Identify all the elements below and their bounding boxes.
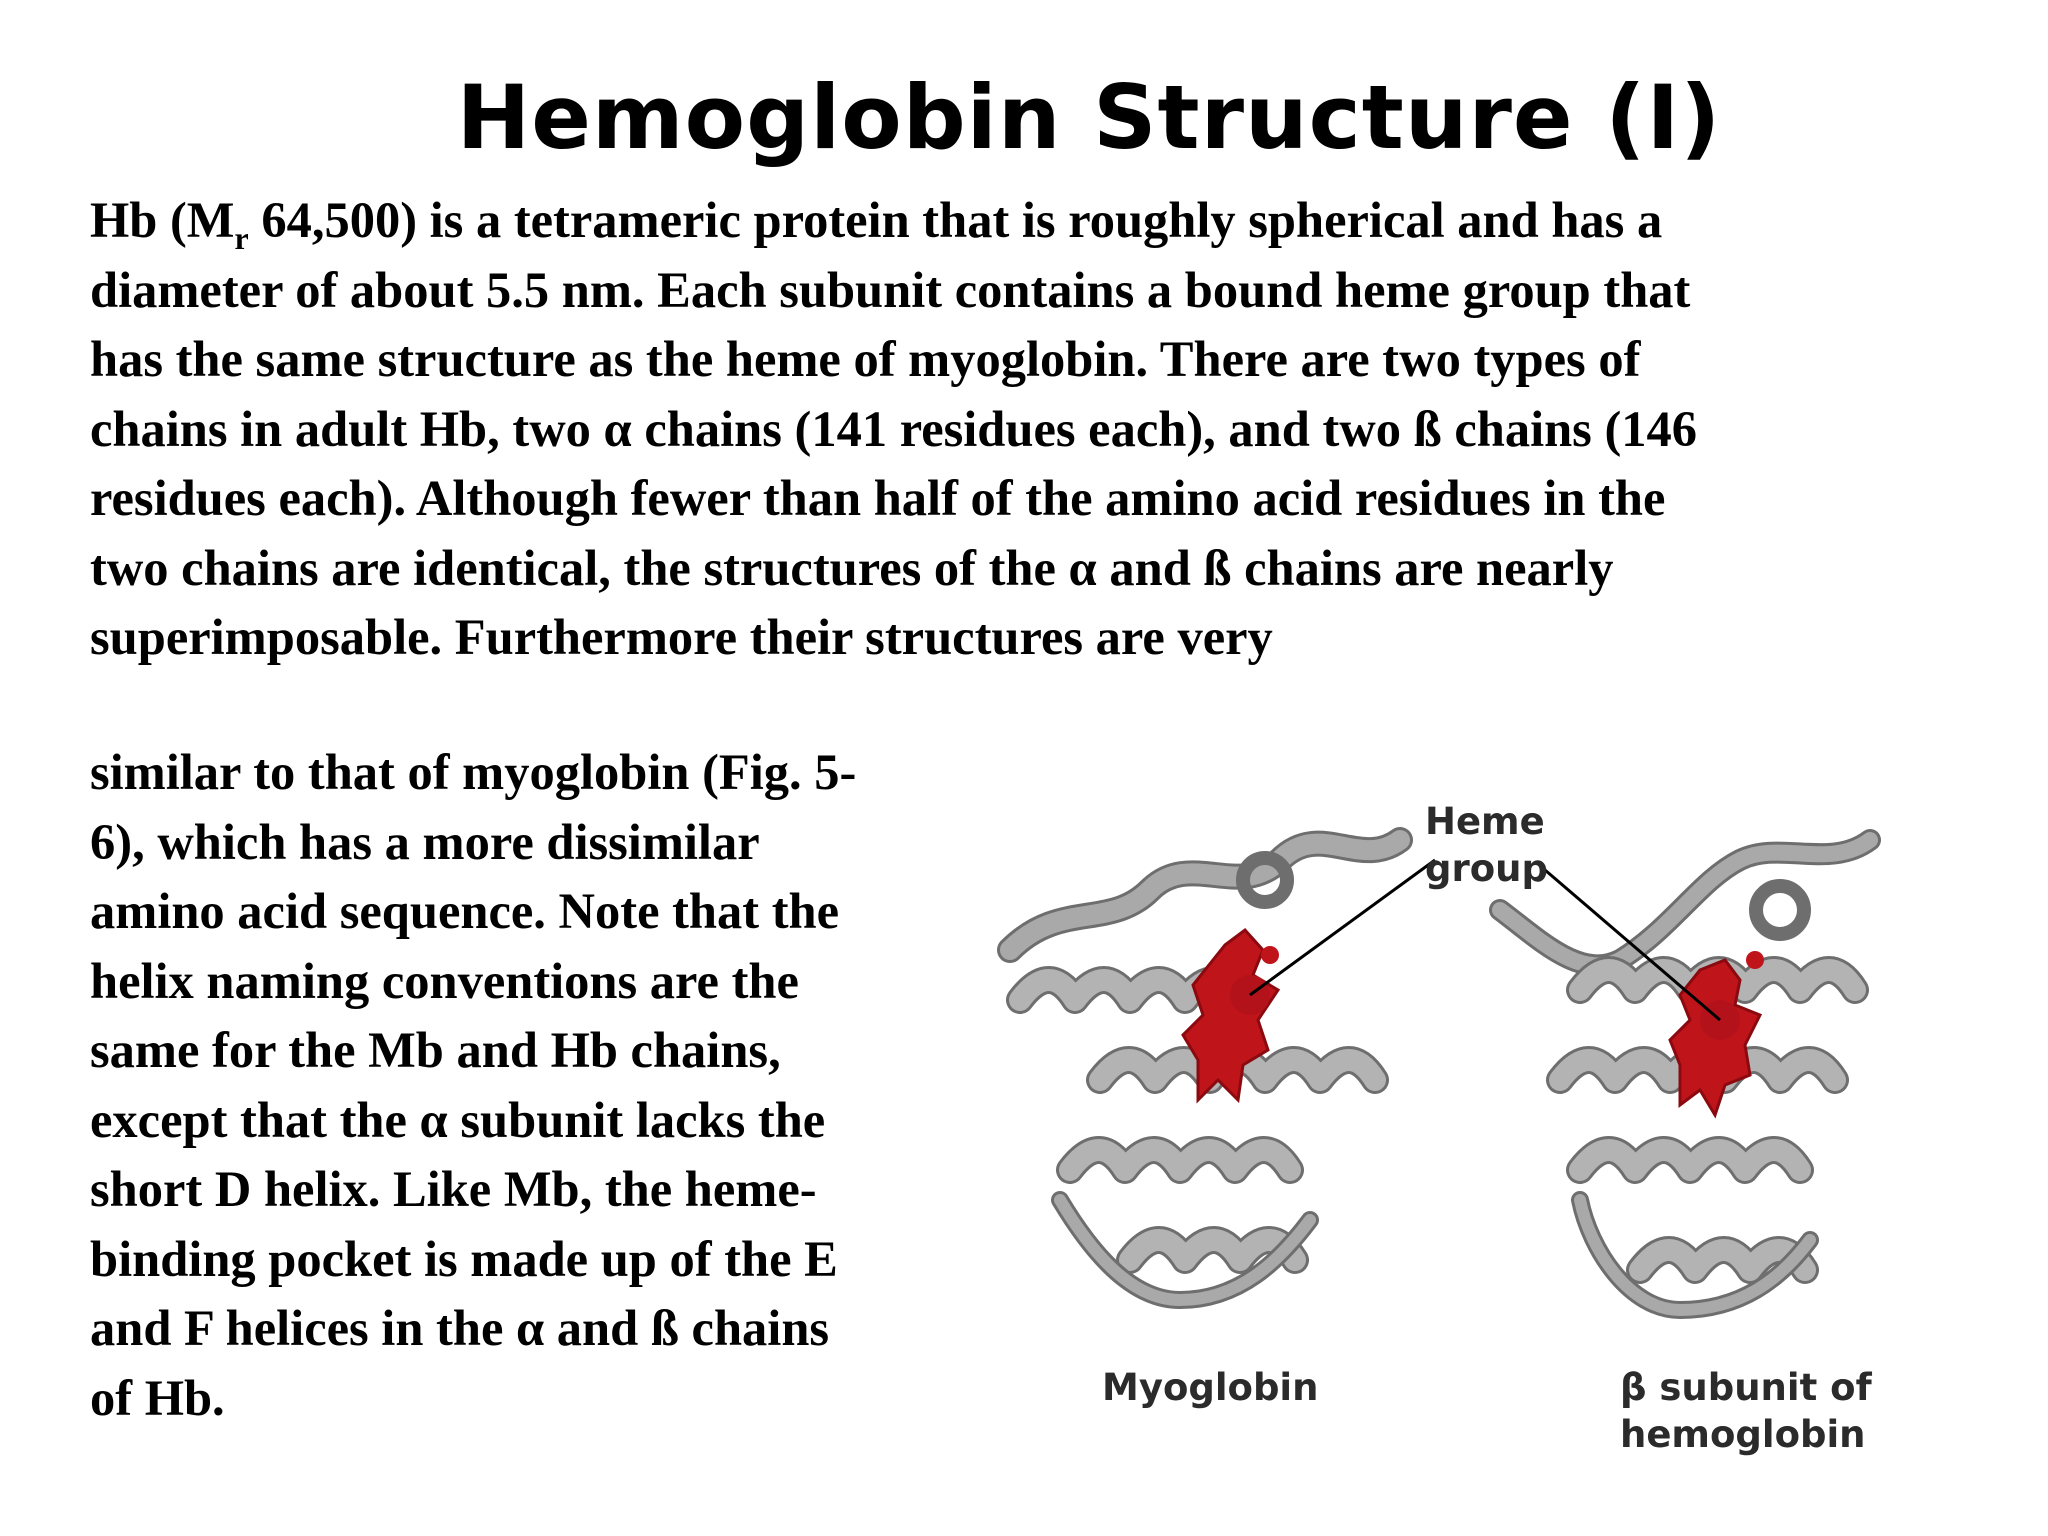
beta-subunit-label bbox=[1620, 1364, 1872, 1458]
paragraph-line: residues each). Although fewer than half of the amino acid residues in the bbox=[90, 470, 1666, 526]
paragraph-line: and F helices in the α and ß chains bbox=[90, 1300, 830, 1356]
label-line: hemoglobin bbox=[1620, 1413, 1866, 1456]
paragraph-line: helix naming conventions are the bbox=[90, 952, 799, 1009]
paragraph-line: 6), which has a more dissimilar bbox=[90, 813, 760, 870]
subscript-r: r bbox=[234, 220, 249, 256]
myoglobin-label: Myoglobin bbox=[1102, 1366, 1319, 1409]
ribbon-coil bbox=[1500, 840, 1870, 965]
ribbon-coil bbox=[1010, 840, 1400, 950]
side-paragraph bbox=[90, 738, 990, 1433]
paragraph-line: binding pocket is made up of the E bbox=[90, 1230, 838, 1287]
ribbon-helix bbox=[1580, 1150, 1800, 1170]
paragraph-line: two chains are identical, the structures of the α and ß chains are nearly bbox=[90, 539, 1614, 596]
paragraph-line: of Hb. bbox=[90, 1369, 225, 1426]
paragraph-line: has the same structure as the heme of myoglobin. There are two types of bbox=[90, 331, 1641, 387]
label-line: group bbox=[1425, 847, 1548, 890]
text-fragment: 64,500) is a tetrameric protein that is roughly spherical and has a bbox=[248, 192, 1663, 248]
ribbon-helix bbox=[1070, 1150, 1290, 1170]
paragraph-line: similar to that of myoglobin (Fig. 5- bbox=[90, 744, 857, 800]
paragraph-line: except that the α subunit lacks the bbox=[90, 1091, 826, 1148]
label-line: β subunit of bbox=[1620, 1366, 1872, 1409]
paragraph-line bbox=[90, 186, 1990, 256]
ribbon-loop bbox=[1756, 886, 1804, 934]
protein-structure-figure bbox=[980, 780, 1980, 1480]
text-fragment: Hb (M bbox=[90, 192, 235, 248]
paragraph-line: chains in adult Hb, two α chains (141 residues each), and two ß chains (146 bbox=[90, 400, 1698, 457]
paragraph-line: superimposable. Furthermore their structures are very bbox=[90, 609, 1273, 665]
label-line: Heme bbox=[1425, 800, 1545, 843]
intro-paragraph bbox=[90, 186, 1990, 673]
paragraph-line: amino acid sequence. Note that the bbox=[90, 883, 840, 939]
paragraph-line: diameter of about 5.5 nm. Each subunit contains a bound heme group that bbox=[90, 261, 1691, 318]
slide-title: Hemoglobin Structure (I) bbox=[456, 66, 1722, 169]
paragraph-line: short D helix. Like Mb, the heme- bbox=[90, 1161, 817, 1217]
heme-group-label bbox=[1425, 798, 1548, 892]
paragraph-line: same for the Mb and Hb chains, bbox=[90, 1022, 781, 1078]
